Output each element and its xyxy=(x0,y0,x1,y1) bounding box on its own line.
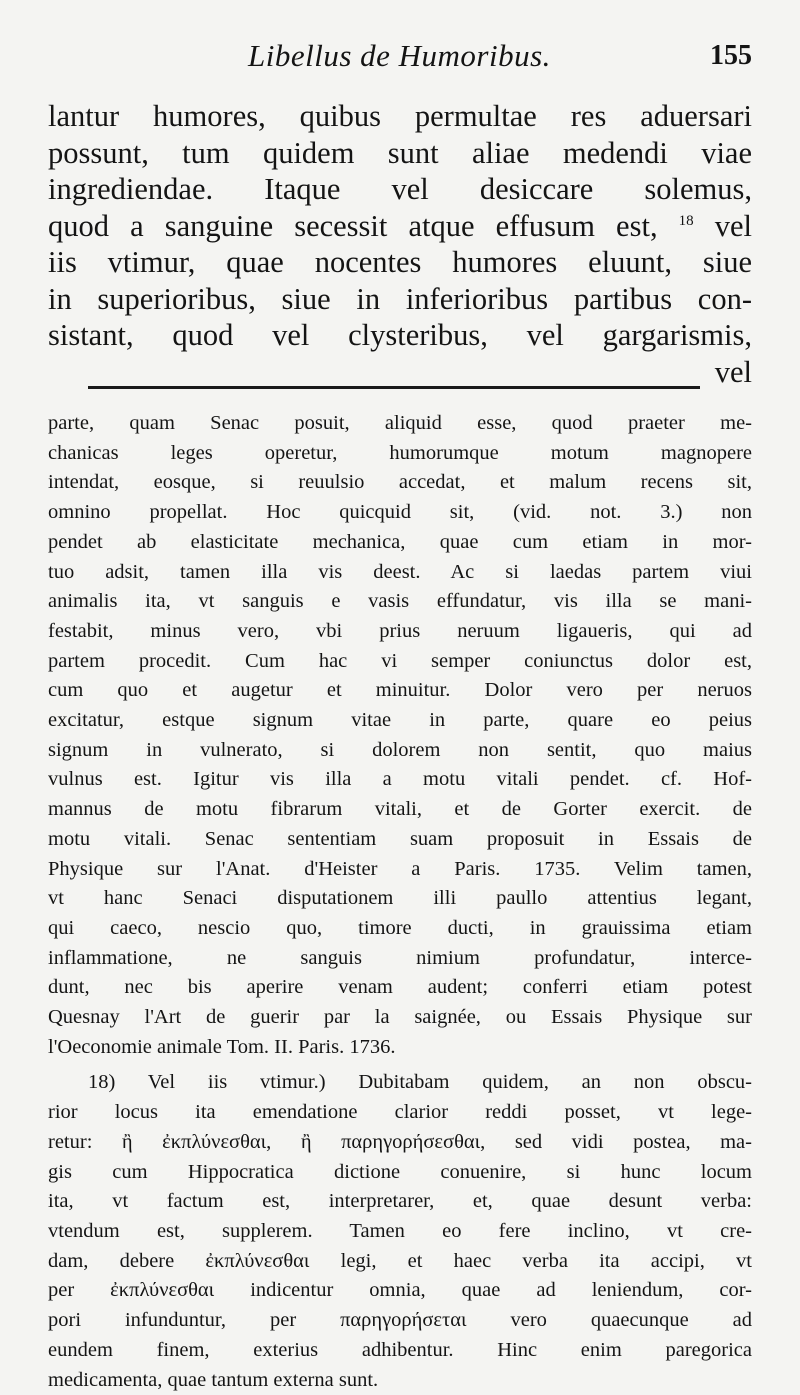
footnote-line: pori infunduntur, per παρηγορήσεται vero quaecunque ad xyxy=(48,1306,752,1336)
footnote-line: parte, quam Senac posuit, aliquid esse, quod praeter me- xyxy=(48,409,752,439)
footnote-line: vulnus est. Igitur vis illa a motu vitali pendet. cf. Hof- xyxy=(48,765,752,795)
main-line: lantur humores, quibus permultae res aduersari xyxy=(48,98,752,135)
footnote-line: chanicas leges operetur, humorumque motum magnopere xyxy=(48,439,752,469)
footnote-line: per ἐκπλύνεσθαι indicentur omnia, quae ad leniendum, cor- xyxy=(48,1276,752,1306)
footnote-line: Quesnay l'Art de guerir par la saignée, ou Essais Physique sur xyxy=(48,1003,752,1033)
footnote-line: inflammatione, ne sanguis nimium profundatur, interce- xyxy=(48,944,752,974)
footnote-line: excitatur, estque signum vitae in parte, quare eo peius xyxy=(48,706,752,736)
footnote-rule xyxy=(88,386,700,389)
footnote-line: mannus de motu fibrarum vitali, et de Gorter exercit. de xyxy=(48,795,752,825)
main-line: iis vtimur, quae nocentes humores eluunt, siue xyxy=(48,244,752,281)
footnote-line: rior locus ita emendatione clarior reddi posset, vt lege- xyxy=(48,1098,752,1128)
footnote-line: dam, debere ἐκπλύνεσθαι legi, et haec verba ita accipi, vt xyxy=(48,1247,752,1277)
footnote-line: qui caeco, nescio quo, timore ducti, in grauissima etiam xyxy=(48,914,752,944)
footnote-line: omnino propellat. Hoc quicquid sit, (vid. not. 3.) non xyxy=(48,498,752,528)
footnote-ref-18: 18 xyxy=(679,212,694,228)
footnote-line: animalis ita, vt sanguis e vasis effundatur, vis illa se mani- xyxy=(48,587,752,617)
main-line: possunt, tum quidem sunt aliae medendi viae xyxy=(48,135,752,172)
running-head xyxy=(48,0,752,98)
footnote-line: signum in vulnerato, si dolorem non sentit, quo maius xyxy=(48,736,752,766)
main-text xyxy=(48,98,752,368)
footnote-line: medicamenta, quae tantum externa sunt. xyxy=(48,1366,752,1395)
main-line-tail: vel xyxy=(715,209,752,243)
running-title: Libellus de Humoribus. xyxy=(248,38,551,74)
footnote-line: l'Oeconomie animale Tom. II. Paris. 1736. xyxy=(48,1033,752,1063)
footnote-line: ita, vt factum est, interpretarer, et, quae desunt verba: xyxy=(48,1187,752,1217)
main-line: in superioribus, siue in inferioribus partibus con- xyxy=(48,281,752,318)
footnote-line: cum quo et augetur et minuitur. Dolor vero per neruos xyxy=(48,676,752,706)
footnote-line: partem procedit. Cum hac vi semper coniunctus dolor est, xyxy=(48,647,752,677)
footnote-line: eundem finem, exterius adhibentur. Hinc enim paregorica xyxy=(48,1336,752,1366)
main-line: sistant, quod vel clysteribus, vel gargarismis, xyxy=(48,317,752,354)
page-number: 155 xyxy=(710,40,752,72)
footnotes xyxy=(48,409,752,1395)
footnote-line: pendet ab elasticitate mechanica, quae cum etiam in mor- xyxy=(48,528,752,558)
footnote-line: dunt, nec bis aperire venam audent; conferri etiam potest xyxy=(48,973,752,1003)
footnote-line: vt hanc Senaci disputationem illi paullo attentius legant, xyxy=(48,884,752,914)
main-line-catchword: vel xyxy=(48,354,752,391)
footnote-line: festabit, minus vero, vbi prius neruum ligaueris, qui ad xyxy=(48,617,752,647)
footnote-line: motu vitali. Senac sententiam suam proposuit in Essais de xyxy=(48,825,752,855)
footnote-line: tuo adsit, tamen illa vis deest. Ac si laedas partem viui xyxy=(48,558,752,588)
footnote-line: gis cum Hippocratica dictione conuenire, si hunc locum xyxy=(48,1158,752,1188)
footnote-line: intendat, eosque, si reuulsio accedat, et malum recens sit, xyxy=(48,468,752,498)
footnote-18-start: 18) Vel iis vtimur.) Dubitabam quidem, an non obscu- xyxy=(48,1068,752,1098)
main-line: quod a sanguine secessit atque effusum est, xyxy=(48,209,658,243)
footnote-line: vtendum est, supplerem. Tamen eo fere inclino, vt cre- xyxy=(48,1217,752,1247)
main-line-with-note-ref xyxy=(48,208,752,245)
footnote-line: retur: ἢ ἐκπλύνεσθαι, ἢ παρηγορήσεσθαι, sed vidi postea, ma- xyxy=(48,1128,752,1158)
main-line: ingrediendae. Itaque vel desiccare solemus, xyxy=(48,171,752,208)
footnote-line: Physique sur l'Anat. d'Heister a Paris. 1735. Velim tamen, xyxy=(48,855,752,885)
